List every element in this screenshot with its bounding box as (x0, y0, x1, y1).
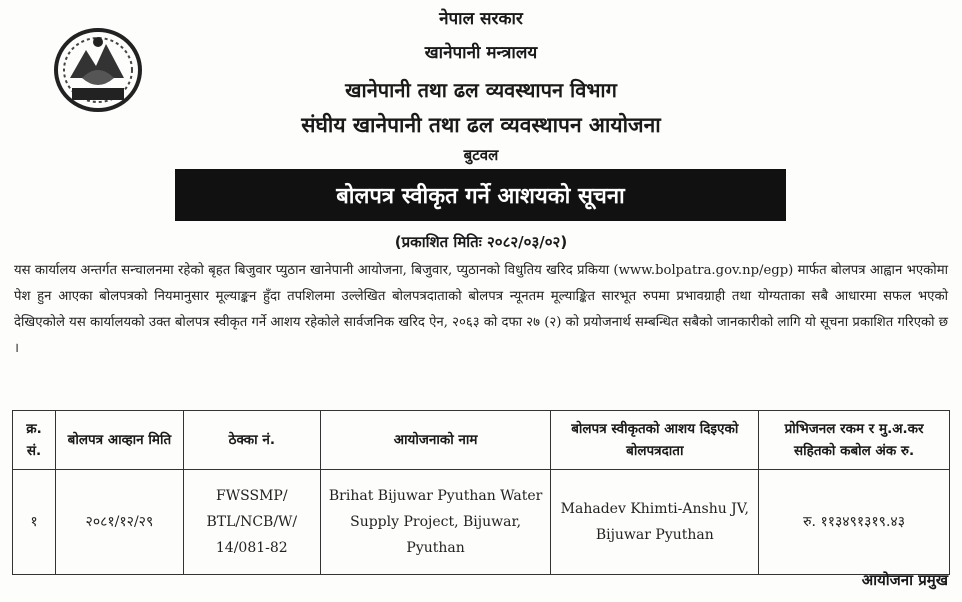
table-header-row (13, 411, 950, 470)
project-office-name: संघीय खानेपानी तथा ढल व्यवस्थापन आयोजना (301, 113, 661, 137)
cell-amount: रु. ११३४९१३१९.४३ (759, 470, 950, 575)
notice-title-banner (175, 169, 786, 221)
cell-bidder: Mahadev Khimti-Anshu JV, Bijuwar Pyuthan (551, 470, 759, 575)
department-name: खानेपानी तथा ढल व्यवस्थापन विभाग (345, 78, 617, 102)
cell-date: २०८१/१२/२९ (55, 470, 183, 575)
publish-date: (प्रकाशित मितिः २०८२/०३/०२) (394, 233, 568, 251)
header-amount: प्रोभिजनल रकम र मु.अ.कर सहितको कबोल अंक रु. (759, 411, 950, 470)
table-row (13, 470, 950, 575)
cell-project: Brihat Bijuwar Pyuthan Water Supply Project, Bijuwar, Pyuthan (320, 470, 551, 575)
office-location: बुटवल (463, 146, 499, 164)
notice-title: बोलपत्र स्वीकृत गर्ने आशयको सूचना (336, 184, 625, 209)
notice-body-text: यस कार्यालय अन्तर्गत सन्चालनमा रहेको बृहत बिजुवार प्युठान खानेपानी आयोजना, बिजुवार, प्युठानको विधुतिय खरिद प्रकिया (www.bolpatra.gov.np/egp) मार्फत बोलपत्र आह्वान भएकोमा पेश हुन आएका बोलपत्रको नियमानुसार मूल्याङ्कन हुँदा तपशिलमा उल्लेखित बोलपत्रदाताको बोलपत्र न्यूनतम मूल्याङ्कित सारभूत रुपमा प्रभावग्राही तथा योग्यताका सबै आधारमा सफल भएको देखिएकोले यस कार्यालयको उक्त बोलपत्र स्वीकृत गर्ने आशय रहेकोले सार्वजनिक खरिद ऐन, २०६३ को दफा २७ (२) को प्रयोजनार्थ सम्बन्धित सबैको जानकारीको लागि यो सूचना प्रकाशित गरिएको छ । (14, 263, 948, 356)
government-name: नेपाल सरकार (439, 9, 523, 29)
header-bidder: बोलपत्र स्वीकृतको आशय दिइएको बोलपत्रदाता (551, 411, 759, 470)
header-sn: क्र. सं. (13, 411, 56, 470)
ministry-name: खानेपानी मन्त्रालय (424, 43, 538, 63)
header-project: आयोजनाको नाम (320, 411, 551, 470)
cell-contract-no: FWSSMP/ BTL/NCB/W/ 14/081-82 (183, 470, 320, 575)
cell-sn: १ (13, 470, 56, 575)
header-contract-no: ठेक्का नं. (183, 411, 320, 470)
signature-title: आयोजना प्रमुख (861, 571, 948, 589)
notice-table (12, 410, 950, 575)
header-date: बोलपत्र आव्हान मिति (55, 411, 183, 470)
